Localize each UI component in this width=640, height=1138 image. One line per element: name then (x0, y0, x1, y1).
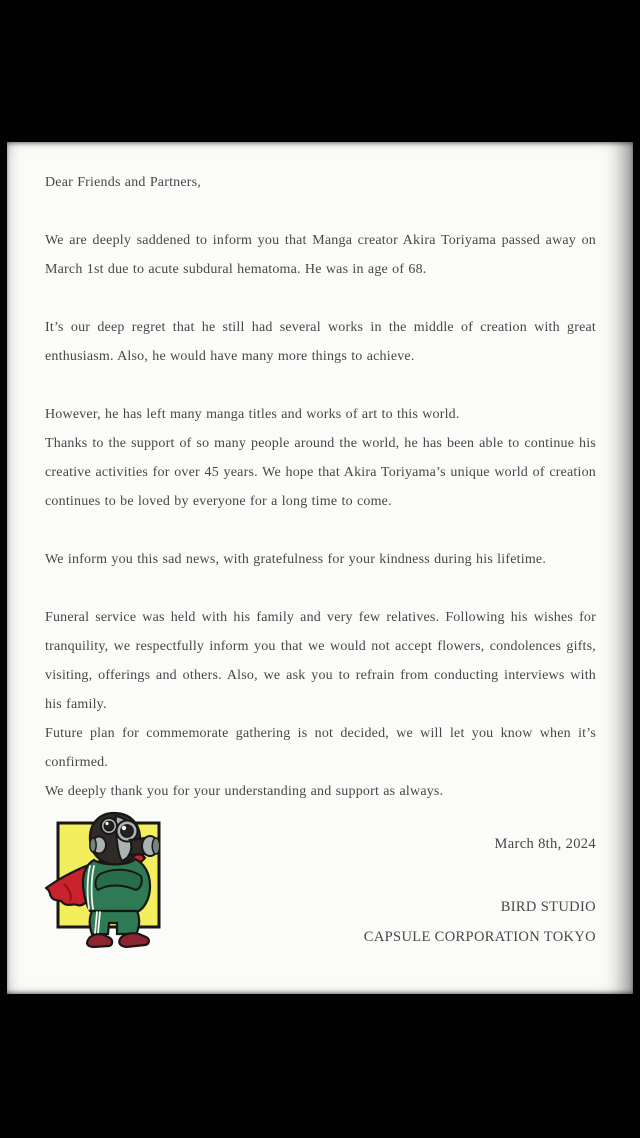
letter-paragraph (45, 545, 596, 574)
letter-sheet (7, 142, 633, 994)
letter-paragraphs (45, 226, 596, 806)
left-shoe (87, 934, 112, 947)
goggle-left-lens (104, 821, 114, 831)
letter-body (7, 142, 633, 835)
letter-paragraph-line: It’s our deep regret that he still had several works in the middle of creation with great enthusiasm. Also, he would have many more things to achieve. (45, 320, 596, 364)
letter-salutation: Dear Friends and Partners, (45, 175, 201, 190)
letter-paragraph-line: However, he has left many manga titles and works of art to this world. (45, 407, 460, 422)
letter-paragraph-line: We are deeply saddened to inform you that Manga creator Akira Toriyama passed away on March 1st due to acute subdural hematoma. He was in age of 68. (45, 233, 596, 277)
letter-paragraph-line: Future plan for commemorate gathering is not decided, we will let you know when it’s confirmed. (45, 726, 596, 770)
letter-paragraph-line: We deeply thank you for your understanding and support as always. (45, 784, 444, 799)
right-shoe (119, 933, 149, 947)
goggle-left-glint (105, 822, 108, 825)
letter-date: March 8th, 2024 (494, 836, 596, 852)
signature-studio: BIRD STUDIO (500, 899, 596, 915)
letter-paragraph (45, 400, 596, 516)
ear-pod-cap (90, 838, 96, 852)
letter-paragraph (45, 603, 596, 806)
goggle-right-glint (122, 826, 126, 830)
letter-paragraph (45, 313, 596, 371)
filter-cap (152, 838, 160, 854)
letter-paragraph (45, 226, 596, 284)
bird-studio-robot-mascot-icon (42, 806, 167, 956)
letter-paragraph-line: We inform you this sad news, with gratefulness for your kindness during his lifetime. (45, 552, 547, 567)
letter-paragraph-line: Funeral service was held with his family and very few relatives. Following his wishes for tranquility, we respectfully inform you that we would not accept flowers, condolences gifts, visiting, offerings and others. Also, we ask you to refrain from conducting interviews with his family. (45, 610, 596, 712)
signature-company: CAPSULE CORPORATION TOKYO (363, 929, 596, 945)
letter-paragraph-line: Thanks to the support of so many people around the world, he has been able to continue his creative activities for over 45 years. We hope that Akira Toriyama’s unique world of creation continues to be loved by everyone for a long time to come. (45, 436, 596, 509)
